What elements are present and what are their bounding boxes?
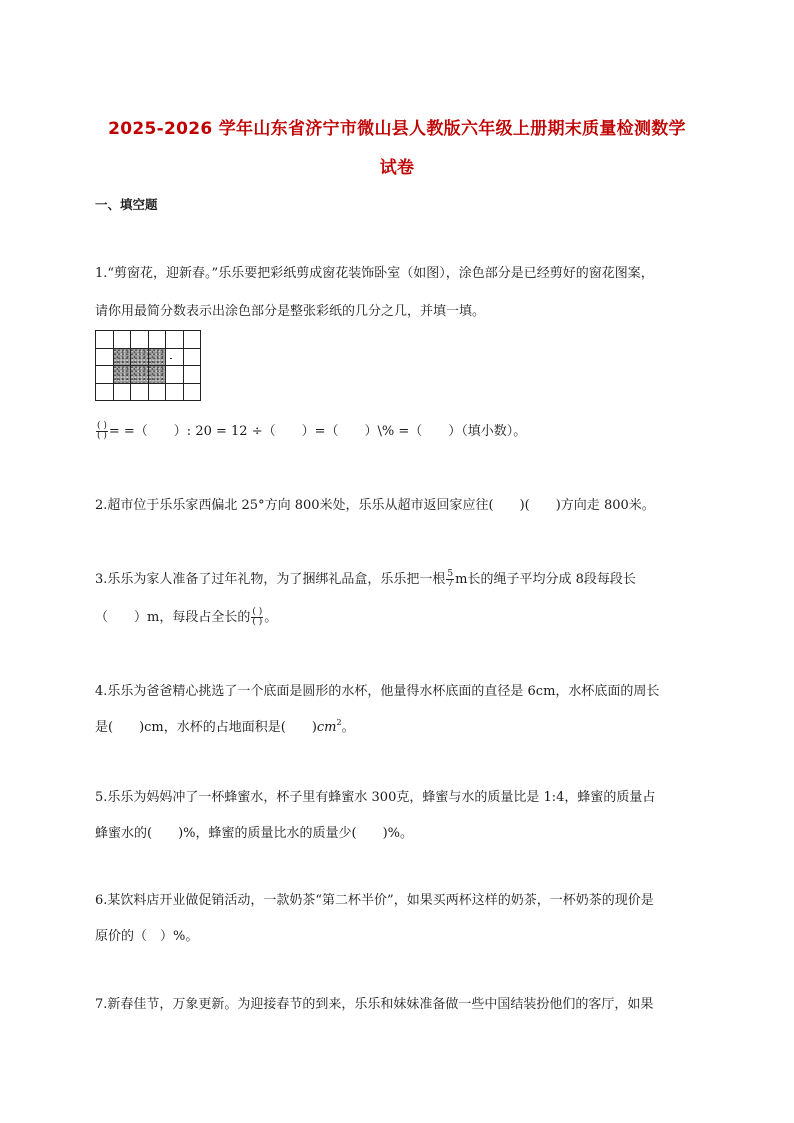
exam-title-line1: 2025-2026 学年山东省济宁市微山县人教版六年级上册期末质量检测数学: [108, 119, 686, 139]
q4-line2-text-a: 是( )cm，水杯的占地面积是( ): [95, 720, 317, 735]
q6-line1: 6.某饮料店开业做促销活动，一款奶茶“第二杯半价”，如果买两杯这样的奶茶，一杯奶茶的现价是: [95, 893, 654, 908]
q4-line2: [95, 716, 355, 735]
grid-cell: [184, 331, 202, 349]
grid-cell: [96, 331, 114, 349]
q5-line2: 蜂蜜水的( )%，蜂蜜的质量比水的质量少( )%。: [95, 826, 413, 841]
q6-line2: 原价的（ ）%。: [95, 929, 199, 944]
grid-cell: [96, 366, 114, 384]
grid-cell-shaded: [114, 366, 132, 384]
grid-cell: [166, 384, 184, 402]
fraction-numerator: ( ): [97, 421, 107, 431]
grid-cell: [166, 331, 184, 349]
exam-title-line2: 试卷: [379, 158, 415, 178]
grid-cell-shaded: [149, 366, 167, 384]
q3-line1-text-b: m长的绳子平均分成 8段每段长: [455, 572, 636, 587]
q3-line1: [95, 568, 636, 589]
grid-cell-shaded: [149, 349, 167, 367]
grid-cell-shaded: [131, 349, 149, 367]
grid-cell: [131, 384, 149, 402]
q1-answer-line: [95, 420, 526, 441]
grid-cell: [184, 384, 202, 402]
grid-cell: [166, 366, 184, 384]
q4-line1: 4.乐乐为爸爸精心挑选了一个底面是圆形的水杯，他量得水杯底面的直径是 6cm，水杯底面的周长: [95, 684, 660, 699]
fraction-numerator: ( ): [252, 607, 263, 617]
q1-line1: 1.“剪窗花，迎新春。”乐乐要把彩纸剪成窗花装饰卧室（如图），涂色部分是已经剪好的窗花图案，: [95, 266, 654, 281]
fraction-denominator: ( ): [97, 431, 107, 441]
grid-cell: [149, 331, 167, 349]
q3-fraction-blank: [251, 608, 263, 627]
q4-unit: cm: [316, 720, 337, 735]
grid-cell: [131, 331, 149, 349]
q2-line1: 2.超市位于乐乐家西偏北 25°方向 800米处，乐乐从超市返回家应往( )( )方向走 800米。: [95, 498, 655, 513]
grid-cell-shaded: [114, 349, 132, 367]
q4-unit-exponent: 2: [336, 718, 342, 727]
grid-cell: [114, 331, 132, 349]
q1-line2: 请你用最简分数表示出涂色部分是整张彩纸的几分之几，并填一填。: [95, 304, 486, 319]
paper-cut-grid-figure: [95, 330, 201, 401]
q1-fraction-blank: [96, 422, 108, 441]
q3-line2: [95, 606, 277, 627]
section-heading: 一、填空题: [95, 197, 158, 212]
q1-answer-text: = =（ ）: 20 = 12 ÷（ ）=（ ）\% =（ ）（填小数）。: [108, 424, 527, 439]
grid-cell: [114, 384, 132, 402]
q3-line1-text-a: 3.乐乐为家人准备了过年礼物，为了捆绑礼品盒，乐乐把一根: [95, 572, 446, 587]
fraction-denominator: 7: [447, 579, 454, 589]
grid-cell: [184, 349, 202, 367]
grid-cell: [149, 384, 167, 402]
q3-fraction: [446, 570, 454, 589]
fraction-denominator: ( ): [252, 617, 263, 627]
q4-line2-text-b: 。: [341, 720, 355, 735]
grid-cell: [96, 349, 114, 367]
q3-line2-text-b: 。: [264, 610, 278, 625]
q5-line1: 5.乐乐为妈妈冲了一杯蜂蜜水，杯子里有蜂蜜水 300克，蜂蜜与水的质量比是 1:4，蜂蜜的质量占: [95, 790, 656, 805]
grid-cell: [184, 366, 202, 384]
q3-line2-text-a: （ ）m，每段占全长的: [95, 610, 251, 625]
grid-cell: [96, 384, 114, 402]
q7-line1: 7.新春佳节，万象更新。为迎接春节的到来，乐乐和妹妹准备做一些中国结装扮他们的客厅，如果: [95, 997, 654, 1012]
grid-cell-shaded: [131, 366, 149, 384]
fraction-numerator: 5: [447, 569, 454, 579]
grid-cell: [166, 349, 184, 367]
